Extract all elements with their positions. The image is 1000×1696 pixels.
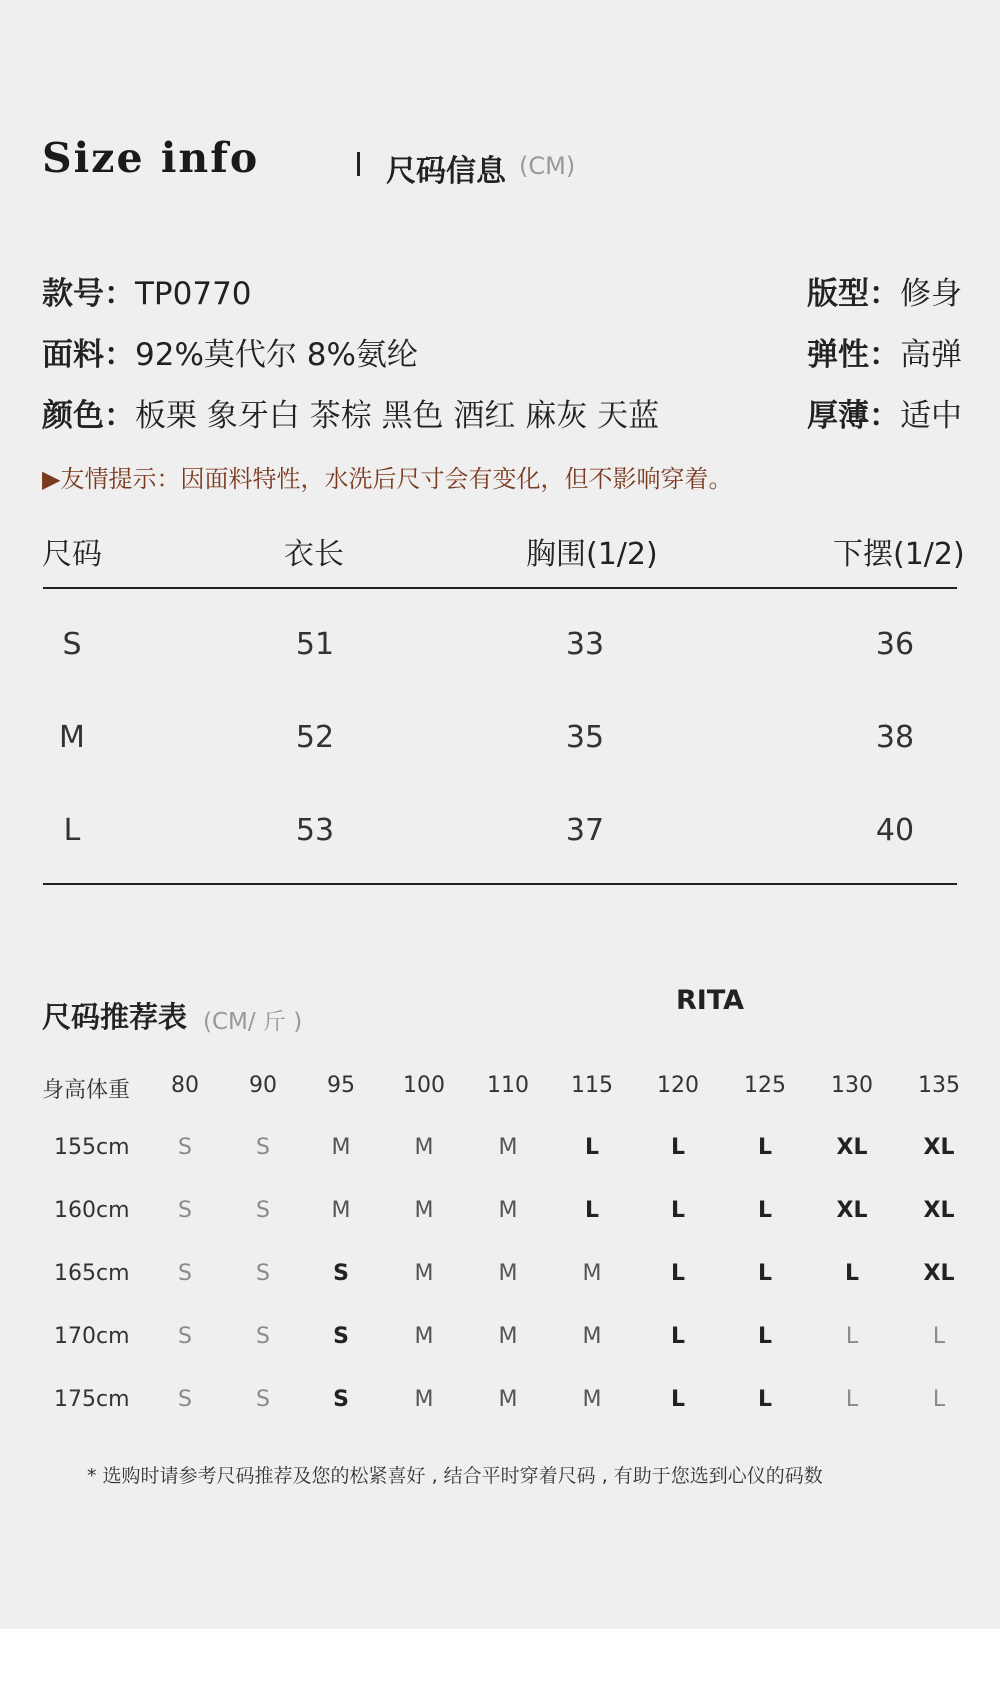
- size-table-cell: M: [59, 720, 85, 755]
- recommend-size-cell: M: [582, 1261, 602, 1286]
- material: 面料：92%莫代尔 8%氨纶: [42, 337, 418, 373]
- recommend-height-label: 160cm: [54, 1198, 130, 1223]
- recommend-size-cell: L: [844, 1261, 860, 1286]
- recommend-weight-label: 120: [657, 1073, 699, 1098]
- divider-bar: [357, 152, 360, 176]
- recommend-brand: RITA: [676, 985, 745, 1016]
- recommend-weight-label: 90: [249, 1073, 277, 1098]
- size-table-cell: S: [62, 627, 82, 662]
- recommend-size-cell: M: [331, 1198, 351, 1223]
- size-table-cell: L: [63, 813, 81, 848]
- recommend-size-cell: L: [670, 1324, 686, 1349]
- recommend-size-cell: XL: [836, 1135, 868, 1160]
- size-table-cell: 51: [295, 627, 335, 662]
- page-title: 尺码信息: [386, 154, 506, 189]
- fit-type: 版型：修身: [807, 276, 962, 312]
- recommend-size-cell: M: [498, 1387, 518, 1412]
- care-tip: ▶友情提示：因面料特性，水洗后尺寸会有变化，但不影响穿着。: [42, 465, 733, 493]
- recommend-size-cell: M: [498, 1198, 518, 1223]
- size-table-cell: 35: [565, 720, 605, 755]
- recommend-size-cell: S: [178, 1387, 192, 1412]
- recommend-size-cell: M: [582, 1387, 602, 1412]
- recommend-size-cell: L: [584, 1135, 600, 1160]
- size-table-cell: 36: [875, 627, 915, 662]
- recommend-size-cell: M: [498, 1261, 518, 1286]
- thickness: 厚薄：适中: [807, 398, 962, 434]
- size-table-cell: 33: [565, 627, 605, 662]
- stretch: 弹性：高弹: [807, 337, 962, 373]
- recommend-height-label: 155cm: [54, 1135, 130, 1160]
- recommend-unit: (CM/ 斤 ): [203, 1009, 303, 1035]
- recommend-size-cell: XL: [923, 1135, 955, 1160]
- recommend-size-cell: S: [178, 1198, 192, 1223]
- recommend-size-cell: L: [670, 1387, 686, 1412]
- recommend-size-cell: XL: [923, 1261, 955, 1286]
- recommend-size-cell: L: [757, 1198, 773, 1223]
- recommend-weight-label: 95: [327, 1073, 355, 1098]
- page-title-unit: (CM): [519, 152, 576, 180]
- recommend-size-cell: S: [256, 1261, 270, 1286]
- recommend-size-cell: S: [256, 1198, 270, 1223]
- recommend-size-cell: L: [584, 1198, 600, 1223]
- size-table-header-chest: 胸围(1/2): [526, 537, 658, 572]
- recommend-size-cell: L: [757, 1261, 773, 1286]
- size-table-cell: 38: [875, 720, 915, 755]
- recommend-size-cell: S: [178, 1135, 192, 1160]
- recommend-weight-label: 110: [487, 1073, 529, 1098]
- recommend-size-cell: S: [256, 1135, 270, 1160]
- recommend-height-label: 165cm: [54, 1261, 130, 1286]
- size-table-bottom-rule: [43, 883, 957, 885]
- brand-wordmark: Size info: [42, 134, 260, 182]
- size-table-header-length: 衣长: [284, 537, 344, 572]
- recommend-size-cell: M: [582, 1324, 602, 1349]
- recommend-size-cell: XL: [836, 1198, 868, 1223]
- recommend-size-cell: S: [256, 1387, 270, 1412]
- colors: 颜色：板栗 象牙白 茶棕 黑色 酒红 麻灰 天蓝: [42, 398, 660, 434]
- recommend-weight-label: 135: [918, 1073, 960, 1098]
- size-table-header-size: 尺码: [42, 537, 102, 572]
- size-table-cell: 52: [295, 720, 335, 755]
- recommend-size-cell: M: [498, 1324, 518, 1349]
- recommend-size-cell: XL: [923, 1198, 955, 1223]
- recommend-size-cell: M: [414, 1324, 434, 1349]
- recommend-size-cell: M: [414, 1198, 434, 1223]
- recommend-height-label: 175cm: [54, 1387, 130, 1412]
- recommend-weight-label: 130: [831, 1073, 873, 1098]
- recommend-size-cell: L: [670, 1198, 686, 1223]
- recommend-weight-label: 80: [171, 1073, 199, 1098]
- recommend-weight-label: 125: [744, 1073, 786, 1098]
- recommend-size-cell: L: [932, 1324, 946, 1349]
- recommend-weight-label: 115: [571, 1073, 613, 1098]
- size-table-cell: 40: [875, 813, 915, 848]
- recommend-size-cell: S: [178, 1324, 192, 1349]
- recommend-size-cell: S: [333, 1261, 349, 1286]
- recommend-height-label: 170cm: [54, 1324, 130, 1349]
- recommend-size-cell: M: [414, 1387, 434, 1412]
- recommend-corner-label: 身高体重: [42, 1078, 131, 1103]
- size-table-cell: 37: [565, 813, 605, 848]
- size-table-top-rule: [43, 587, 957, 589]
- recommend-size-cell: M: [414, 1135, 434, 1160]
- recommend-size-cell: M: [414, 1261, 434, 1286]
- recommend-size-cell: S: [256, 1324, 270, 1349]
- recommend-size-cell: L: [670, 1261, 686, 1286]
- size-table-header-hem: 下摆(1/2): [833, 537, 965, 572]
- recommend-title: 尺码推荐表: [42, 1000, 188, 1034]
- recommend-size-cell: L: [670, 1135, 686, 1160]
- recommend-size-cell: M: [498, 1135, 518, 1160]
- recommend-footnote: * 选购时请参考尺码推荐及您的松紧喜好 , 结合平时穿着尺码 , 有助于您选到心仪的码数: [87, 1465, 823, 1487]
- size-table-cell: 53: [295, 813, 335, 848]
- recommend-size-cell: L: [845, 1387, 859, 1412]
- recommend-size-cell: S: [178, 1261, 192, 1286]
- style-number: 款号：TP0770: [42, 276, 252, 312]
- recommend-size-cell: L: [757, 1135, 773, 1160]
- recommend-size-cell: S: [333, 1324, 349, 1349]
- recommend-size-cell: L: [932, 1387, 946, 1412]
- recommend-weight-label: 100: [403, 1073, 445, 1098]
- recommend-size-cell: L: [757, 1324, 773, 1349]
- recommend-size-cell: M: [331, 1135, 351, 1160]
- recommend-size-cell: S: [333, 1387, 349, 1412]
- recommend-size-cell: L: [845, 1324, 859, 1349]
- recommend-size-cell: L: [757, 1387, 773, 1412]
